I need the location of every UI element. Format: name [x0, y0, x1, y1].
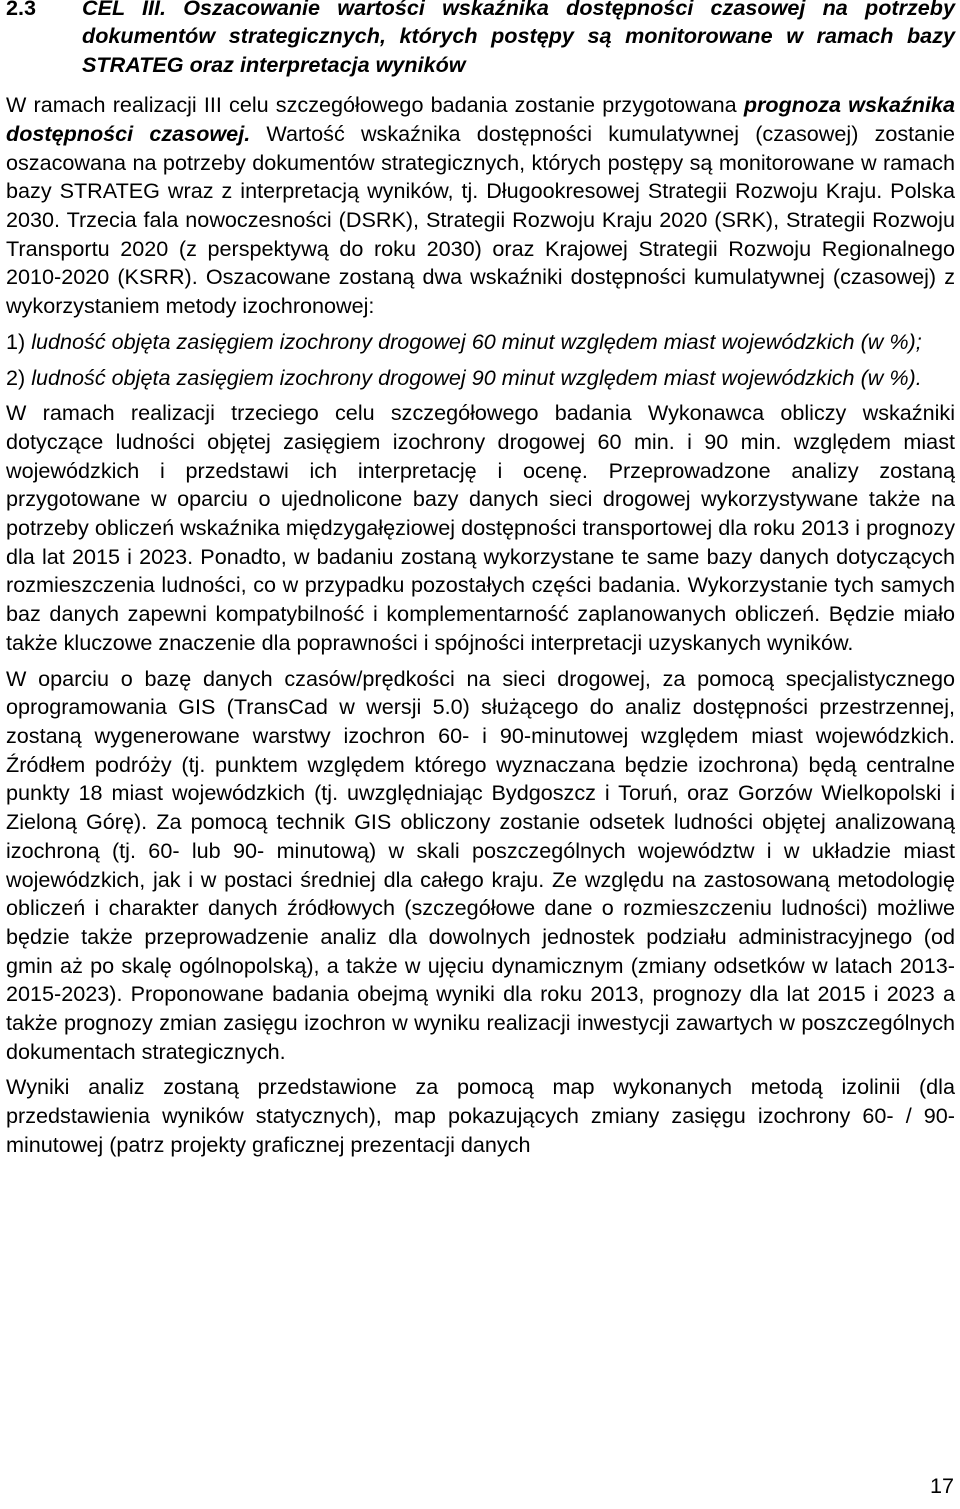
- paragraph-intro: [6, 91, 955, 321]
- list-item-text: ludność objęta zasięgiem izochrony drogowej 60 minut względem miast wojewódzkich (w %);: [31, 328, 922, 354]
- list-item: [6, 364, 955, 393]
- paragraph-analysis: W ramach realizacji trzeciego celu szczegółowego badania Wykonawca obliczy wskaźniki dotyczące ludności objętej zasięgiem izochrony drogowej 60 min. i 90 min. względem miast wojewódzkich i przedstawi ich interpretację i ocenę. Przeprowadzone analizy zostaną przygotowane w oparciu o ujednolicone bazy danych sieci drogowej wykorzystywane także na potrzeby obliczeń wskaźnika międzygałęziowej dostępności transportowej dla roku 2013 i prognozy dla lat 2015 i 2023. Ponadto, w badaniu zostaną wykorzystane te same bazy danych dotyczących rozmieszczenia ludności, co w przypadku pozostałych części badania. Wykorzystanie tych samych baz danych zapewni kompatybilność i komplementarność zaplanowanych obliczeń. Będzie miało także kluczowe znaczenie dla poprawności i spójności interpretacji uzyskanych wyników.: [6, 400, 955, 655]
- paragraph-results: Wyniki analiz zostaną przedstawione za pomocą map wykonanych metodą izolinii (dla przedstawienia wyników statycznych), map pokazujących zmiany zasięgu izochrony 60- / 90-minutowej (patrz projekty graficznej prezentacji danych: [6, 1074, 955, 1157]
- list-item-text: ludność objęta zasięgiem izochrony drogowej 90 minut względem miast wojewódzkich (w %).: [31, 364, 922, 390]
- list-item-number: 2): [6, 364, 26, 390]
- paragraph-intro-lead: W ramach realizacji III celu szczegółowego badania zostanie przygotowana: [6, 92, 744, 118]
- section-number: 2.3: [6, 0, 37, 20]
- section-title: CEL III. Oszacowanie wartości wskaźnika dostępności czasowej na potrzeby dokumentów strategicznych, których postępy są monitorowane w ramach bazy STRATEG oraz interpretacja wyników: [82, 0, 955, 77]
- list-item: [6, 328, 955, 357]
- paragraph-methodology: W oparciu o bazę danych czasów/prędkości na sieci drogowej, za pomocą specjalistycznego oprogramowania GIS (TransCad w wersji 5.0) służącego do analiz dostępności przestrzennej, zostaną wygenerowane warstwy izochron 60- i 90-minutowej względem miast wojewódzkich. Źródłem podróży (tj. punktem względem którego wyznaczana będzie izochrona) będą centralne punkty 18 miast wojewódzkich (tj. uwzględniając Bydgoszcz i Toruń, oraz Gorzów Wielkopolski i Zieloną Górę). Za pomocą technik GIS obliczony zostanie odsetek ludności objętej analizowaną izochroną (tj. 60- lub 90- minutową) w skali poszczególnych województw i w układzie miast wojewódzkich, jak i w postaci średniej dla całego kraju. Ze względu na zastosowaną metodologię obliczeń i charakter danych źródłowych (szczegółowe dane o rozmieszczeniu ludności) możliwe będzie także przeprowadzenie analiz dla dowolnych jednostek podziału administracyjnego (od gmin aż po skalę ogólnopolską), a także w ujęciu dynamicznym (zmiany odsetków w latach 2013-2015-2023). Proponowane badania obejmą wyniki dla roku 2013, prognozy dla lat 2015 i 2023 a także prognozy zmian zasięgu izochron w wyniku realizacji inwestycji zawartych w poszczególnych dokumentach strategicznych.: [6, 665, 955, 1064]
- section-heading: [6, 0, 955, 79]
- paragraph-intro-emphasis: prognoza wskaźnika dostępności czasowej.: [6, 92, 955, 146]
- list-item-number: 1): [6, 328, 26, 354]
- page-number: 17: [929, 1473, 954, 1498]
- paragraph-intro-body: Wartość wskaźnika dostępności kumulatywnej (czasowej) zostanie oszacowana na potrzeby dokumentów strategicznych, których postępy są monitorowane w ramach bazy STRATEG wraz z interpretacją wyników, tj. Długookresowej Strategii Rozwoju Kraju. Polska 2030. Trzecia fala nowoczesności (DSRK), Strategii Rozwoju Kraju 2020 (SRK), Strategii Rozwoju Transportu 2020 (z perspektywą do roku 2030) oraz Krajowej Strategii Rozwoju Regionalnego 2010-2020 (KSRR). Oszacowane zostaną dwa wskaźniki dostępności kumulatywnej (czasowej) z wykorzystaniem metody izochronowej:: [6, 120, 956, 319]
